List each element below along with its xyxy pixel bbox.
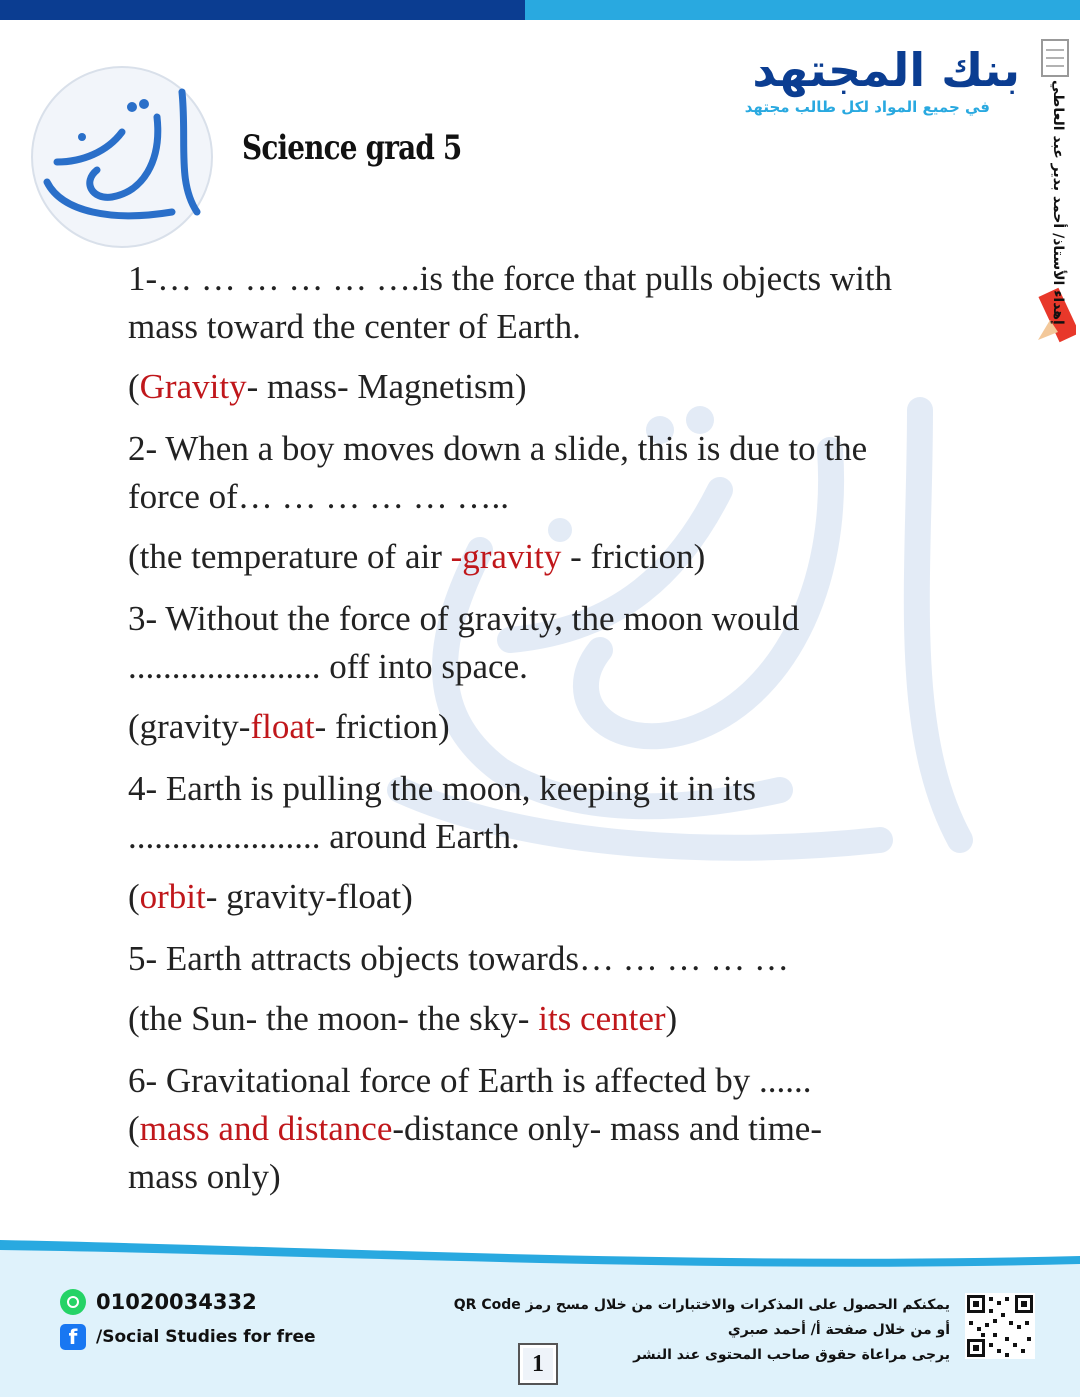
question-5 <box>128 935 958 1043</box>
option-text: (gravity- <box>128 707 251 746</box>
footer-note-3: يرجى مراعاة حقوق صاحب المحتوى عند النشر <box>633 1347 950 1363</box>
question-3 <box>128 595 958 751</box>
option-text: - friction) <box>314 707 450 746</box>
question-6 <box>128 1057 958 1201</box>
brand-name: بنك المجتهد <box>752 43 1020 97</box>
option-text: - friction) <box>561 537 706 576</box>
phone-contact <box>60 1289 257 1315</box>
footer-notes <box>430 1293 950 1368</box>
question-text: force of… … … … … ….. <box>128 477 510 516</box>
question-text: ...................... around Earth. <box>128 817 520 856</box>
top-bar-dark <box>0 0 525 20</box>
question-text: 3- Without the force of gravity, the moon would <box>128 599 800 638</box>
question-4 <box>128 765 958 921</box>
page-number: 1 <box>518 1343 558 1385</box>
qr-label: QR Code <box>453 1297 521 1313</box>
qr-code-icon[interactable] <box>965 1293 1035 1359</box>
question-2 <box>128 425 958 581</box>
option-text: ( <box>128 1109 140 1148</box>
option-text: (the Sun- the moon- the sky- <box>128 999 539 1038</box>
answer-options <box>128 533 958 581</box>
footer-note-2: أو من خلال صفحة أ/ أحمد صبري <box>727 1322 950 1338</box>
facebook-page: /Social Studies for free <box>96 1327 316 1347</box>
correct-answer: -gravity <box>450 537 562 576</box>
brand-block <box>720 45 1020 116</box>
facebook-icon: f <box>60 1324 86 1350</box>
question-text: mass toward the center of Earth. <box>128 307 581 346</box>
footer-note-1-text: يمكنكم الحصول على المذكرات والاختبارات من خلال مسح رمز <box>525 1297 950 1313</box>
answer-options <box>128 703 958 751</box>
whatsapp-icon <box>60 1289 86 1315</box>
question-list <box>128 255 958 1201</box>
option-text: (the temperature of air <box>128 537 451 576</box>
facebook-contact <box>60 1324 316 1350</box>
brand-subtitle: في جميع المواد لكل طالب مجتهد <box>744 97 990 116</box>
question-1 <box>128 255 958 411</box>
option-text: ( <box>128 367 140 406</box>
answer-options <box>128 1105 958 1201</box>
correct-answer: its center <box>538 999 666 1038</box>
calligraphy-logo-icon <box>22 62 222 252</box>
top-bar-light <box>525 0 1080 20</box>
option-text: ( <box>128 877 140 916</box>
correct-answer: mass and distance <box>139 1109 393 1148</box>
question-text: 2- When a boy moves down a slide, this is due to the <box>128 429 868 468</box>
question-text: 5- Earth attracts objects towards… … … … … <box>128 939 789 978</box>
answer-options <box>128 363 958 411</box>
side-credit: إهداء الأستاذ/ أحمد بدير عبد العاطي <box>1050 80 1066 325</box>
page-title: Science grad 5 <box>242 128 462 168</box>
option-text: - gravity-float) <box>205 877 413 916</box>
correct-answer: Gravity <box>139 367 247 406</box>
option-text: ) <box>665 999 678 1038</box>
question-text: 4- Earth is pulling the moon, keeping it in its <box>128 769 756 808</box>
question-text: 1-… … … … … ….is the force that pulls objects with <box>128 259 893 298</box>
option-text: -distance only- mass and time- <box>392 1109 822 1148</box>
question-text: 6- Gravitational force of Earth is affected by ...... <box>128 1061 812 1100</box>
option-text: - mass- Magnetism) <box>246 367 527 406</box>
answer-options <box>128 873 958 921</box>
footer-note-1 <box>430 1293 950 1318</box>
correct-answer: orbit <box>139 877 206 916</box>
phone-number: 01020034332 <box>96 1290 257 1314</box>
option-text: mass only) <box>128 1157 281 1196</box>
correct-answer: float <box>250 707 315 746</box>
answer-options <box>128 995 958 1043</box>
question-text: ...................... off into space. <box>128 647 528 686</box>
